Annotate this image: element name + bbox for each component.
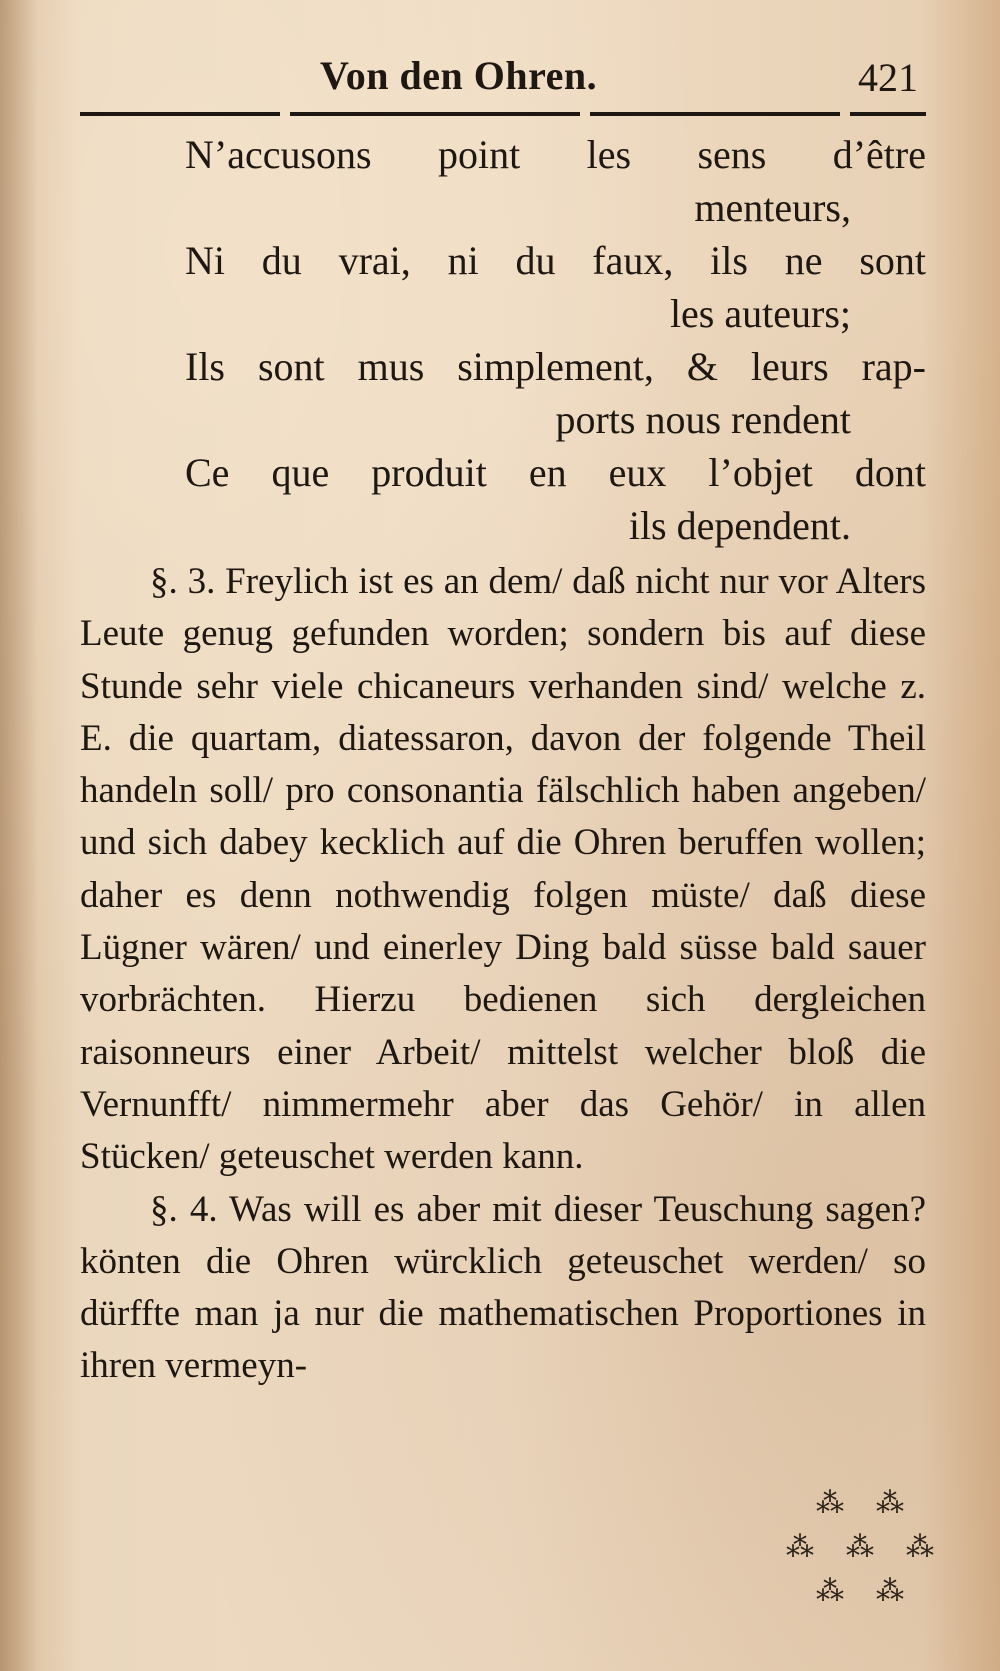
verse-line: Ce que produit en eux l’objet dont [185,450,926,495]
verse-line-continuation: les auteurs; [669,291,851,336]
verse-line-continuation: menteurs, [694,185,851,230]
page-edge-shadow [0,0,38,1671]
verse-line: N’accusons point les sens d’être [185,132,926,177]
paragraph-section-4: §. 4. Was will es aber mit dieser Teuschung sagen? könten die Ohren würcklich geteuschet werden/ so dürffte man ja nur die mathematischen Proportiones in ihren vermeyn- [80,1188,926,1387]
header-rule-segment [850,112,926,116]
header-rule [80,112,926,120]
running-head [80,52,926,108]
verse-line-continuation: ports nous rendent [555,397,851,442]
header-rule-segment [80,112,280,116]
header-rule-segment [290,112,580,116]
french-verse [80,128,926,552]
page-body [80,128,926,1393]
verse-line-continuation: ils dependent. [628,503,851,548]
running-head-title: Von den Ohren. [320,53,598,98]
verse-line: Ni du vrai, ni du faux, ils ne sont [185,238,926,283]
verse-line: Ils sont mus simplement, & leurs rap- [185,344,926,389]
prose-text [80,556,926,1393]
page-number: 421 [858,55,918,100]
printers-ornament: ⁂ ⁂ ⁂ ⁂ ⁂ ⁂ ⁂ [786,1488,934,1607]
paragraph-section-3: §. 3. Freylich ist es an dem/ daß nicht nur vor Alters Leute genug gefunden worden; sondern bis auf diese Stunde sehr viele chicaneurs verhanden sind/ welche z. E. die quartam, diatessaron, davon der folgende Theil handeln soll/ pro consonantia fälschlich haben angeben/ und sich dabey kecklich auf die Ohren beruffen wollen; daher es denn nothwendig folgen müste/ daß diese Lügner wären/ und einerley Ding bald süsse bald sauer vorbrächten. Hierzu bedienen sich dergleichen raisonneurs einer Arbeit/ mittelst welcher bloß die Vernunfft/ nimmermehr aber das Gehör/ in allen Stücken/ geteuschet werden kann. [80,561,926,1178]
header-rule-segment [590,112,840,116]
